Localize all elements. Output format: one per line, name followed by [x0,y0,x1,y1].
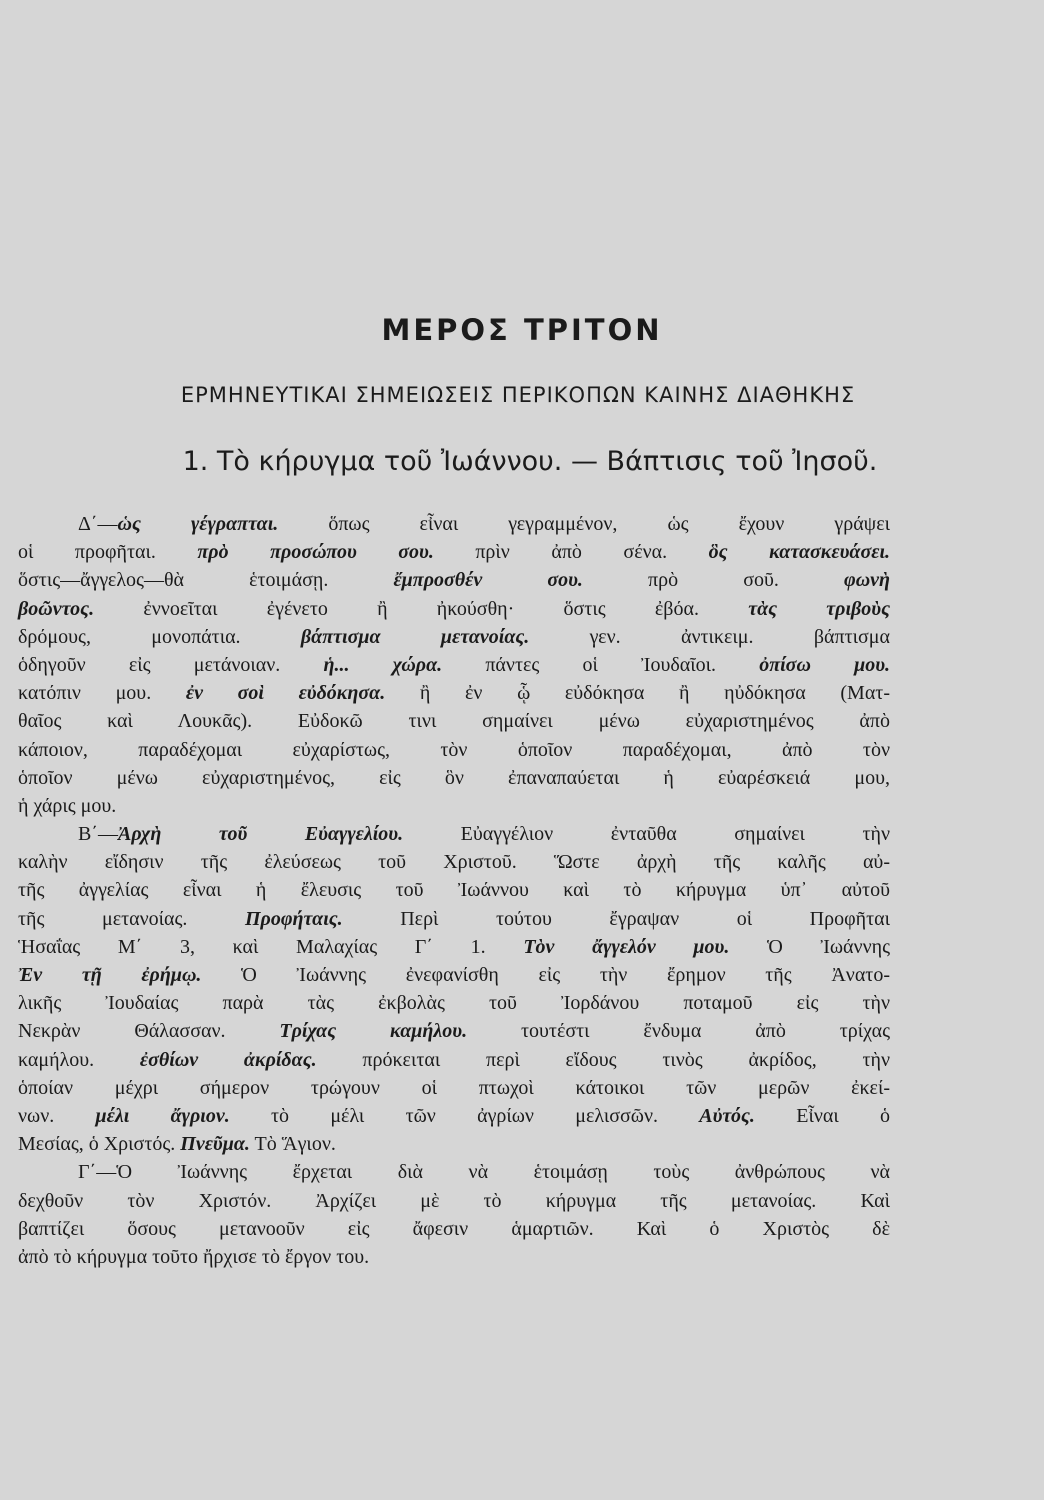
bold-term: ἔμπροσθέν σου. [393,569,583,592]
text-run: τῆς ἀγγελίας εἶναι ἡ ἔλευσις τοῦ Ἰωάννου καὶ τὸ κήρυγμα ὑπ᾿ αὐτοῦ [18,879,890,902]
text-run: ἀπὸ τὸ κήρυγμα τοῦτο ἤρχισε τὸ ἔργον του. [18,1245,370,1268]
text-run: γεν. ἀντικειμ. βάπτισμα [529,625,891,648]
bold-term: Τρίχας καμήλου. [279,1020,468,1043]
bold-term: ἡ... χώρα. [323,653,443,676]
text-line [18,792,890,820]
text-run: Εὐαγγέλιον ἐνταῦθα σημαίνει τὴν [403,823,890,846]
text-line [18,1158,890,1186]
bold-term: ὡς γέγραπται. [117,513,279,535]
bold-term: τὰς τριβοὺς [748,597,890,620]
text-line [18,595,890,623]
text-run: ὅστις—ἄγγελος—θὰ ἑτοιμάσῃ. [18,569,394,592]
bold-term: Τὸν ἄγγελόν μου. [523,935,730,958]
text-line [18,1243,890,1271]
text-line [18,538,890,566]
text-line [18,1102,890,1130]
bold-term: ὃς κατασκευάσει. [708,541,891,564]
text-line [18,1187,890,1215]
text-run: ἡ χάρις μου. [18,794,117,817]
text-run: πρὸ σοῦ. [582,569,844,592]
text-run: πάντες οἱ Ἰουδαῖοι. [442,653,760,676]
bold-term: ἐσθίων ἀκρίδας. [139,1048,317,1071]
text-line [18,933,890,961]
bold-term: βοῶντος. [18,597,95,620]
text-line [18,1017,890,1045]
text-run: κάποιον, παραδέχομαι εὐχαρίστως, τὸν ὁποῖον παραδέχομαι, ἀπὸ τὸν [18,738,890,761]
text-run: πρόκειται περὶ εἴδους τινὸς ἀκρίδος, τὴν [316,1048,890,1071]
text-run: οἱ προφῆται. [18,541,198,564]
text-line [18,566,890,594]
text-run: τὸ μέλι τῶν ἀγρίων μελισσῶν. [229,1104,700,1127]
text-line [18,1130,890,1158]
text-run: καλὴν εἴδησιν τῆς ἐλεύσεως τοῦ Χριστοῦ. Ὥστε ἀρχὴ τῆς καλῆς αὐ- [18,851,890,874]
text-line [18,989,890,1017]
text-run: βαπτίζει ὅσους μετανοοῦν εἰς ἄφεσιν ἁμαρτιῶν. Καὶ ὁ Χριστὸς δὲ [18,1217,890,1240]
text-line [18,1046,890,1074]
text-run: ὁδηγοῦν εἰς μετάνοιαν. [18,653,324,676]
bold-term: Πνεῦμα. [180,1133,250,1156]
text-line [18,736,890,764]
text-line [18,679,890,707]
text-run: δρόμους, μονοπάτια. [18,625,301,648]
text-run: Νεκρὰν Θάλασσαν. [18,1020,280,1043]
paragraph [18,820,890,1158]
text-run: Ἡσαΐας Μ΄ 3, καὶ Μαλαχίας Γ΄ 1. [18,935,524,958]
paragraph [18,510,890,820]
paragraph [18,1158,890,1271]
text-line [18,905,890,933]
text-run: Ὁ Ἰωάννης ἐνεφανίσθη εἰς τὴν ἔρημον τῆς Ἀνατο- [201,964,891,986]
text-run: ὁποίαν μέχρι σήμερον τρώγουν οἱ πτωχοὶ κάτοικοι τῶν μερῶν ἐκεί- [18,1076,890,1099]
bold-term: βάπτισμα μετανοίας. [300,625,530,648]
section-heading: 1. Τὸ κήρυγμα τοῦ Ἰωάννου. — Βάπτισις τοῦ Ἰησοῦ. [182,446,878,477]
text-run: Β΄— [78,823,118,846]
bold-term: Ἐν τῇ ἐρήμῳ. [18,964,202,986]
part-title: ΜΕΡΟΣ ΤΡΙΤΟΝ [381,313,663,347]
text-line [18,961,890,989]
text-run: ἢ ἐν ᾧ εὐδόκησα ἢ ηὐδόκησα (Ματ- [385,682,890,705]
bold-term: Αὐτός. [699,1104,755,1127]
text-run: δεχθοῦν τὸν Χριστόν. Ἀρχίζει μὲ τὸ κήρυγμα τῆς μετανοίας. Καὶ [18,1189,890,1212]
bold-term: μέλι ἄγριον. [95,1104,230,1127]
text-run: τουτέστι ἔνδυμα ἀπὸ τρίχας [467,1020,890,1043]
text-run: ἐννοεῖται ἐγένετο ἢ ἠκούσθη· ὅστις ἐβόα. [94,597,749,620]
text-line [18,1074,890,1102]
text-line [18,623,890,651]
text-run: Ὁ Ἰωάννης [729,935,890,958]
bold-term: Προφήταις. [245,907,343,930]
text-run: ὅπως εἶναι γεγραμμένον, ὡς ἔχουν γράψει [278,513,890,535]
bold-term: Ἀρχὴ τοῦ Εὐαγγελίου. [118,823,404,846]
text-run: Δ΄— [78,513,118,535]
text-run: νων. [18,1104,96,1127]
bold-term: πρὸ προσώπου σου. [197,541,434,564]
text-run: Εἶναι ὁ [754,1104,891,1127]
text-run: κατόπιν μου. [18,682,186,705]
text-run: πρὶν ἀπὸ σένα. [433,541,709,564]
text-line [18,848,890,876]
text-line [18,1215,890,1243]
subtitle: ΕΡΜΗΝΕΥΤΙΚΑΙ ΣΗΜΕΙΩΣΕΙΣ ΠΕΡΙΚΟΠΩΝ ΚΑΙΝΗΣ ΔΙΑΘΗΚΗΣ [180,383,856,407]
body-text [18,510,890,1271]
text-line [18,707,890,735]
text-run: καμήλου. [18,1048,140,1071]
text-line [18,651,890,679]
text-run: Περὶ τούτου ἔγραψαν οἱ Προφῆται [342,907,890,930]
text-run: Μεσίας, ὁ Χριστός. [18,1133,181,1156]
text-run: τῆς μετανοίας. [18,907,245,930]
text-run: ὁποῖον μένω εὐχαριστημένος, εἰς ὃν ἐπαναπαύεται ἡ εὐαρέσκειά μου, [18,766,890,789]
text-line [18,764,890,792]
text-run: θαῖος καὶ Λουκᾶς). Εὐδοκῶ τινι σημαίνει μένω εὐχαριστημένος ἀπὸ [18,710,890,733]
text-run: Γ΄—Ὁ Ἰωάννης ἔρχεται διὰ νὰ ἑτοιμάσῃ τοὺς ἀνθρώπους νὰ [78,1161,890,1184]
bold-term: ὀπίσω μου. [759,653,890,676]
bold-term: ἐν σοὶ εὐδόκησα. [185,682,386,705]
bold-term: φωνὴ [844,569,891,592]
text-line [18,820,890,848]
text-line [18,510,890,538]
text-line [18,876,890,904]
text-run: Τὸ Ἅγιον. [249,1133,336,1156]
text-run: λικῆς Ἰουδαίας παρὰ τὰς ἐκβολὰς τοῦ Ἰορδάνου ποταμοῦ εἰς τὴν [18,992,890,1015]
